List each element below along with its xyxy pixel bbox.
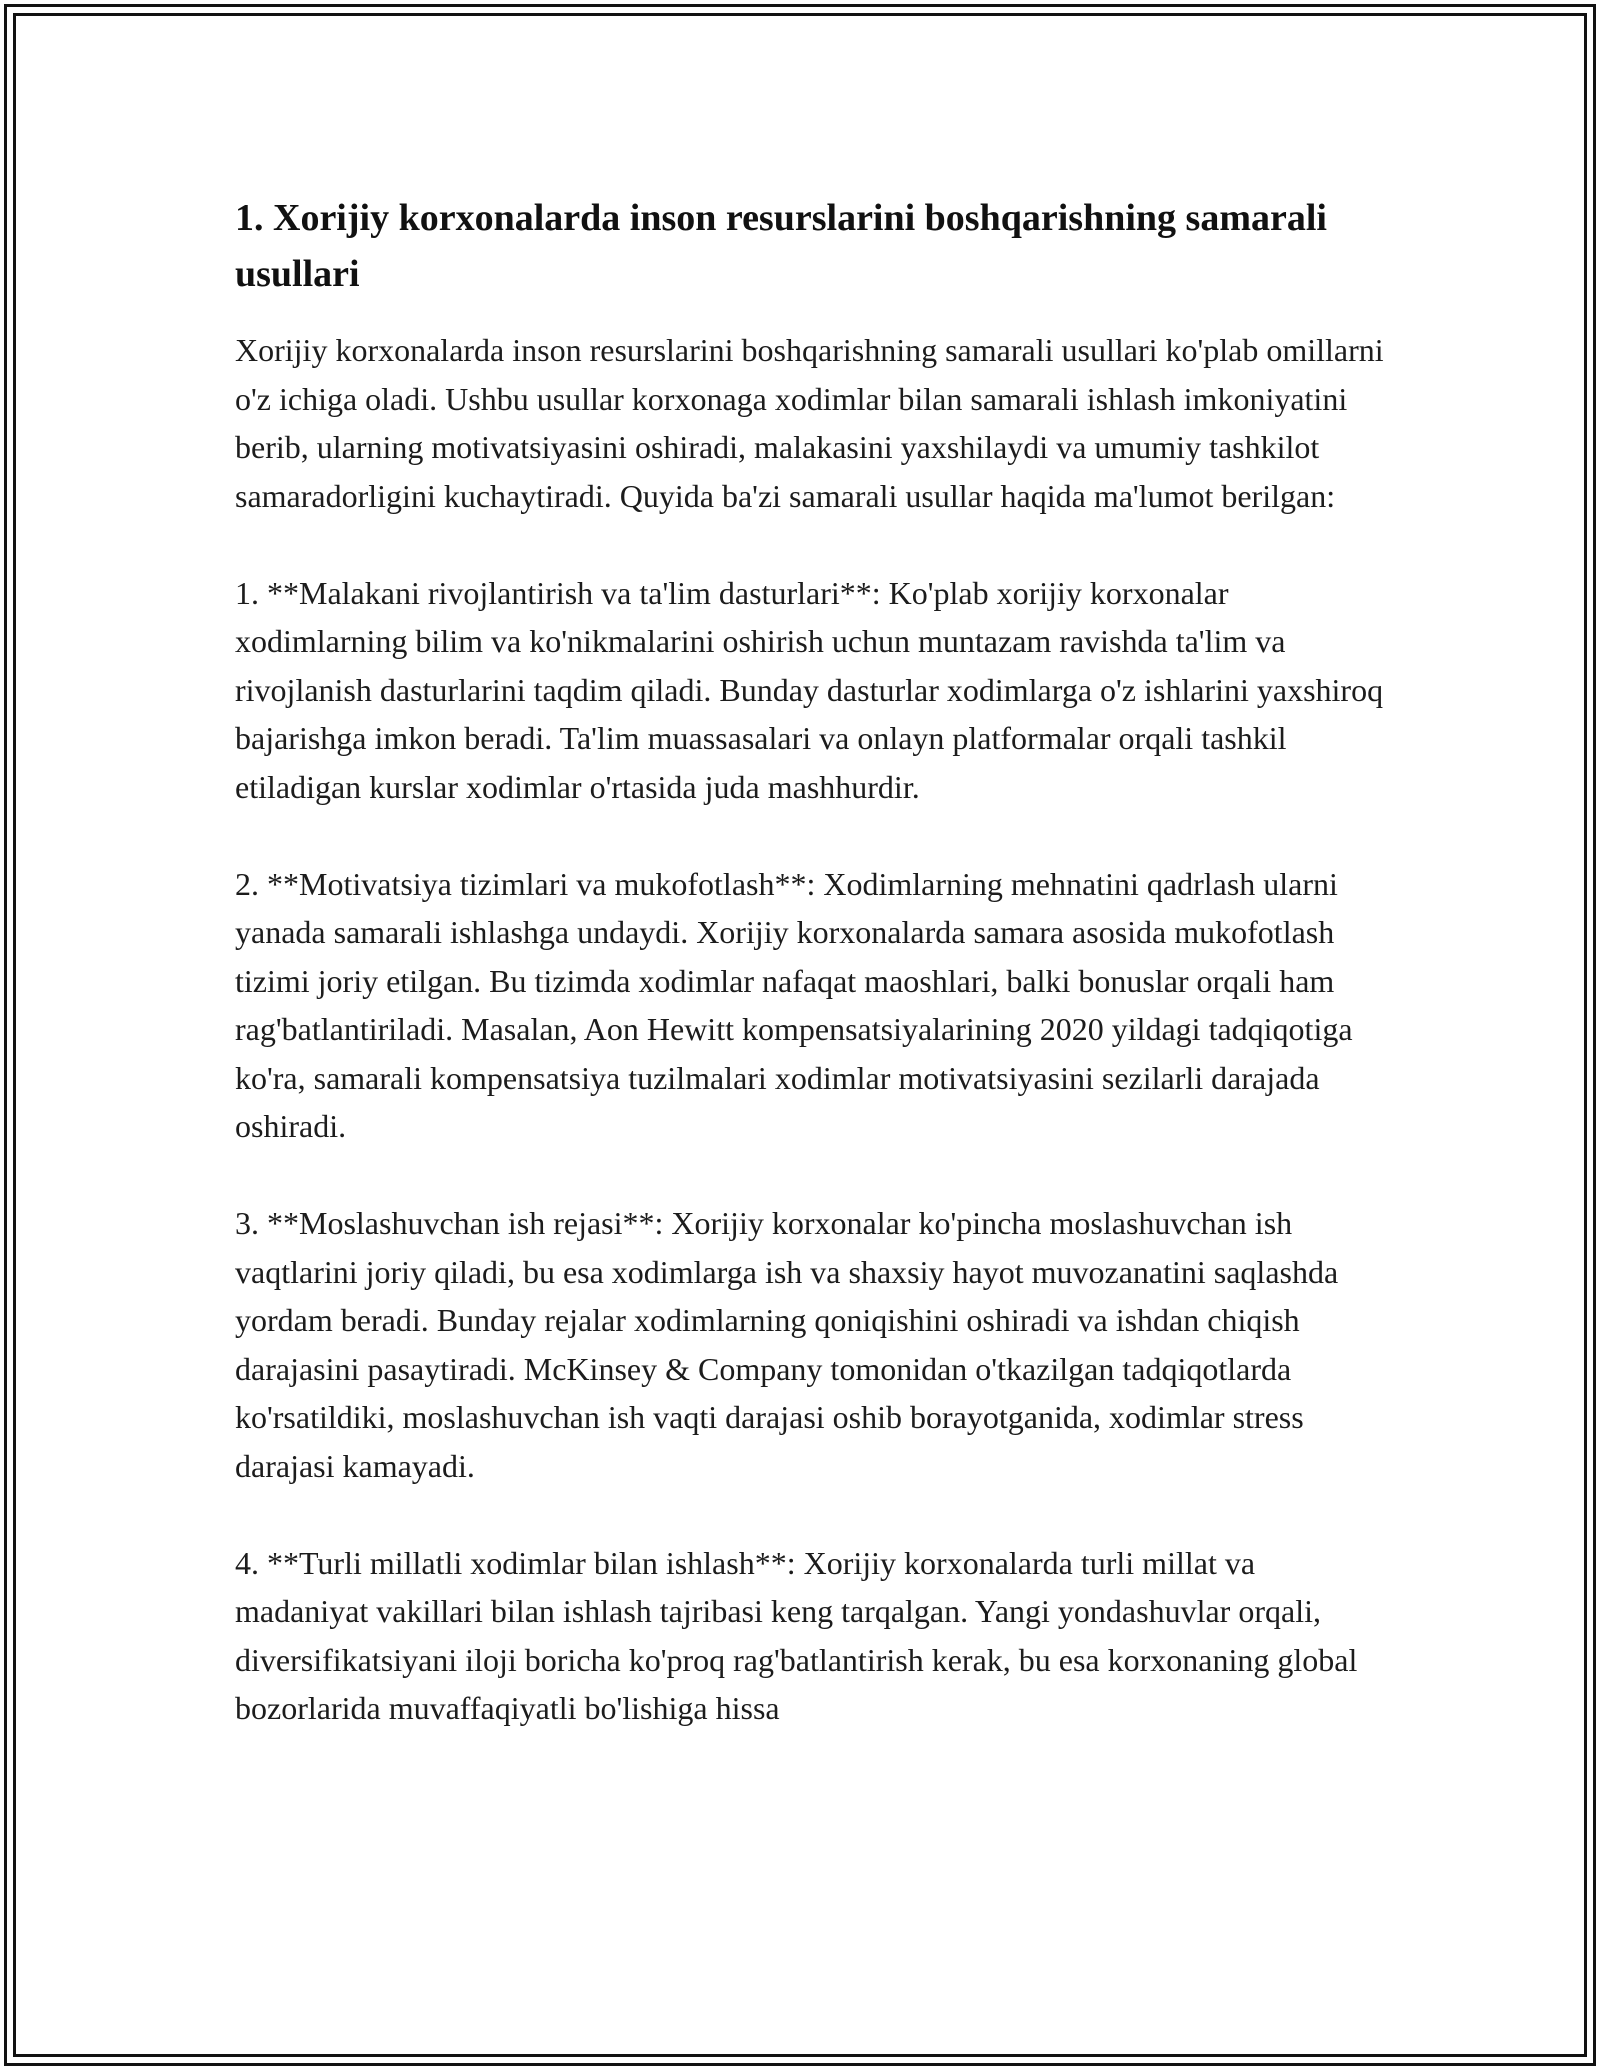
document-body	[235, 190, 1385, 1781]
paragraph-motivation-systems: 2. **Motivatsiya tizimlari va mukofotlash**: Xodimlarning mehnatini qadrlash ularni yanada samarali ishlashga undaydi. Xorijiy korxonalarda samara asosida mukofotlash tizimi joriy etilgan. Bu tizimda xodimlar nafaqat maoshlari, balki bonuslar orqali ham rag'batlantiriladi. Masalan, Aon Hewitt kompensatsiyalarining 2020 yildagi tadqiqotiga ko'ra, samarali kompensatsiya tuzilmalari xodimlar motivatsiyasini sezilarli darajada oshiradi.	[235, 865, 1353, 1144]
paragraph-multinational-staff: 4. **Turli millatli xodimlar bilan ishlash**: Xorijiy korxonalarda turli millat va madaniyat vakillari bilan ishlash tajribasi keng tarqalgan. Yangi yondashuvlar orqali, diversifikatsiyani iloji boricha ko'proq rag'batlantirish kerak, bu esa korxonaning global bozorlarida muvaffaqiyatli bo'lishiga hissa	[235, 1544, 1358, 1726]
paragraph-training-programs: 1. **Malakani rivojlantirish va ta'lim dasturlari**: Ko'plab xorijiy korxonalar xodimlarning bilim va ko'nikmalarini oshirish uchun muntazam ravishda ta'lim va rivojlanish dasturlarini taqdim qiladi. Bunday dasturlar xodimlarga o'z ishlarini yaxshiroq bajarishga imkon beradi. Ta'lim muassasalari va onlayn platformalar orqali tashkil etiladigan kurslar xodimlar o'rtasida juda mashhurdir.	[235, 574, 1384, 805]
intro-paragraph: Xorijiy korxonalarda inson resurslarini boshqarishning samarali usullari ko'plab omillarni o'z ichiga oladi. Ushbu usullar korxonaga xodimlar bilan samarali ishlash imkoniyatini berib, ularning motivatsiyasini oshiradi, malakasini yaxshilaydi va umumiy tashkilot samaradorligini kuchaytiradi. Quyida ba'zi samarali usullar haqida ma'lumot berilgan:	[235, 332, 1384, 514]
document-title: 1. Xorijiy korxonalarda inson resurslarini boshqarishning samarali usullari	[235, 197, 1327, 295]
paragraph-flexible-schedule: 3. **Moslashuvchan ish rejasi**: Xorijiy korxonalar ko'pincha moslashuvchan ish vaqtlarini joriy qiladi, bu esa xodimlarga ish va shaxsiy hayot muvozanatini saqlashda yordam beradi. Bunday rejalar xodimlarning qoniqishini oshiradi va ishdan chiqish darajasini pasaytiradi. McKinsey & Company tomonidan o'tkazilgan tadqiqotlarda ko'rsatildiki, moslashuvchan ish vaqti darajasi oshib borayotganida, xodimlar stress darajasi kamayadi.	[235, 1205, 1339, 1484]
